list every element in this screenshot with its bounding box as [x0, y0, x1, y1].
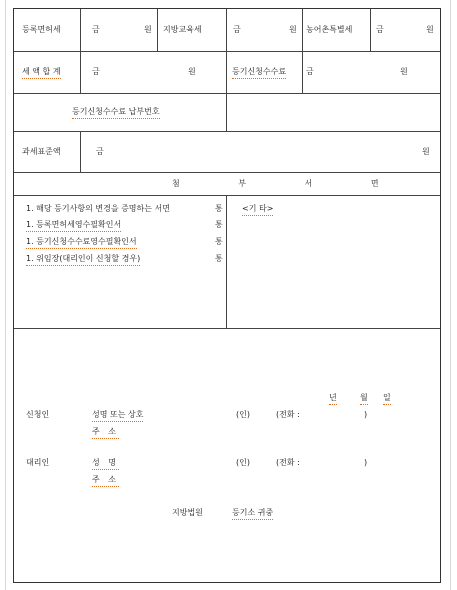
applicant-address-label: 주 소 — [92, 427, 119, 439]
column-divider — [302, 9, 303, 93]
fee-payment-number-label: 등기신청수수료 납부번호 — [72, 107, 160, 119]
row-divider — [14, 328, 440, 329]
local-education-tax-label: 지방교육세 — [163, 25, 202, 34]
column-divider — [80, 51, 81, 93]
row-divider — [14, 131, 440, 132]
tax-base-unit: 원 — [422, 147, 430, 156]
agent-phone-label: (전화 : — [276, 458, 300, 467]
applicant-label: 신청인 — [26, 410, 50, 419]
applicant-phone-label: (전화 : — [276, 410, 300, 419]
attachment-other-label: <기 타> — [242, 204, 273, 216]
local-education-tax-currency: 금 — [233, 25, 241, 34]
registration-license-tax-currency: 금 — [92, 25, 100, 34]
attachment-count: 통 — [215, 204, 223, 213]
attachment-item: 1. 등기신청수수료영수필확인서 — [26, 237, 137, 249]
page-edge-right — [450, 0, 451, 590]
tax-base-currency: 금 — [96, 147, 104, 156]
column-divider — [226, 9, 227, 93]
tax-total-unit: 원 — [188, 67, 196, 76]
registration-license-tax-unit: 원 — [144, 25, 152, 34]
row-divider — [14, 195, 440, 196]
row-divider — [14, 93, 440, 94]
column-divider — [157, 9, 158, 51]
court-label: 지방법원 — [172, 508, 203, 517]
applicant-seal: (인) — [236, 410, 250, 419]
rural-special-tax-label: 농어촌특별세 — [306, 25, 353, 34]
agent-label: 대리인 — [26, 458, 50, 467]
agent-seal: (인) — [236, 458, 250, 467]
tax-total-label: 세 액 합 계 — [22, 67, 61, 79]
agent-name-label: 성 명 — [92, 458, 119, 470]
row-divider — [14, 172, 440, 173]
attachment-count: 통 — [215, 254, 223, 263]
attachment-count: 통 — [215, 237, 223, 246]
registration-fee-unit: 원 — [400, 67, 408, 76]
date-day: 일 — [383, 393, 391, 405]
column-divider — [226, 93, 227, 131]
registry-label: 등기소 귀중 — [232, 508, 273, 520]
column-divider — [80, 9, 81, 51]
applicant-phone-close: ) — [364, 410, 368, 419]
attachment-item: 1. 등록면허세영수필확인서 — [26, 220, 121, 232]
column-divider — [80, 131, 81, 172]
local-education-tax-unit: 원 — [289, 25, 297, 34]
attachment-count: 통 — [215, 220, 223, 229]
date-month: 월 — [360, 393, 368, 405]
agent-address-label: 주 소 — [92, 475, 119, 487]
registration-fee-label: 등기신청수수료 — [232, 67, 286, 79]
attachments-title: 첨 부 서 면 — [172, 179, 407, 188]
registration-fee-currency: 금 — [306, 67, 314, 76]
attachment-item: 1. 해당 등기사항의 변경을 증명하는 서면 — [26, 204, 170, 213]
date-year: 년 — [329, 393, 337, 405]
registration-application-form — [13, 8, 441, 583]
applicant-name-label: 성명 또는 상호 — [92, 410, 143, 422]
column-divider — [226, 195, 227, 328]
column-divider — [370, 9, 371, 51]
row-divider — [14, 51, 440, 52]
tax-total-currency: 금 — [92, 67, 100, 76]
agent-phone-close: ) — [364, 458, 368, 467]
tax-base-label: 과세표준액 — [22, 147, 61, 156]
attachment-item: 1. 위임장(대리인이 신청할 경우) — [26, 254, 140, 266]
page-edge-left — [5, 0, 6, 590]
registration-license-tax-label: 등록면허세 — [22, 25, 61, 34]
rural-special-tax-currency: 금 — [376, 25, 384, 34]
rural-special-tax-unit: 원 — [426, 25, 434, 34]
